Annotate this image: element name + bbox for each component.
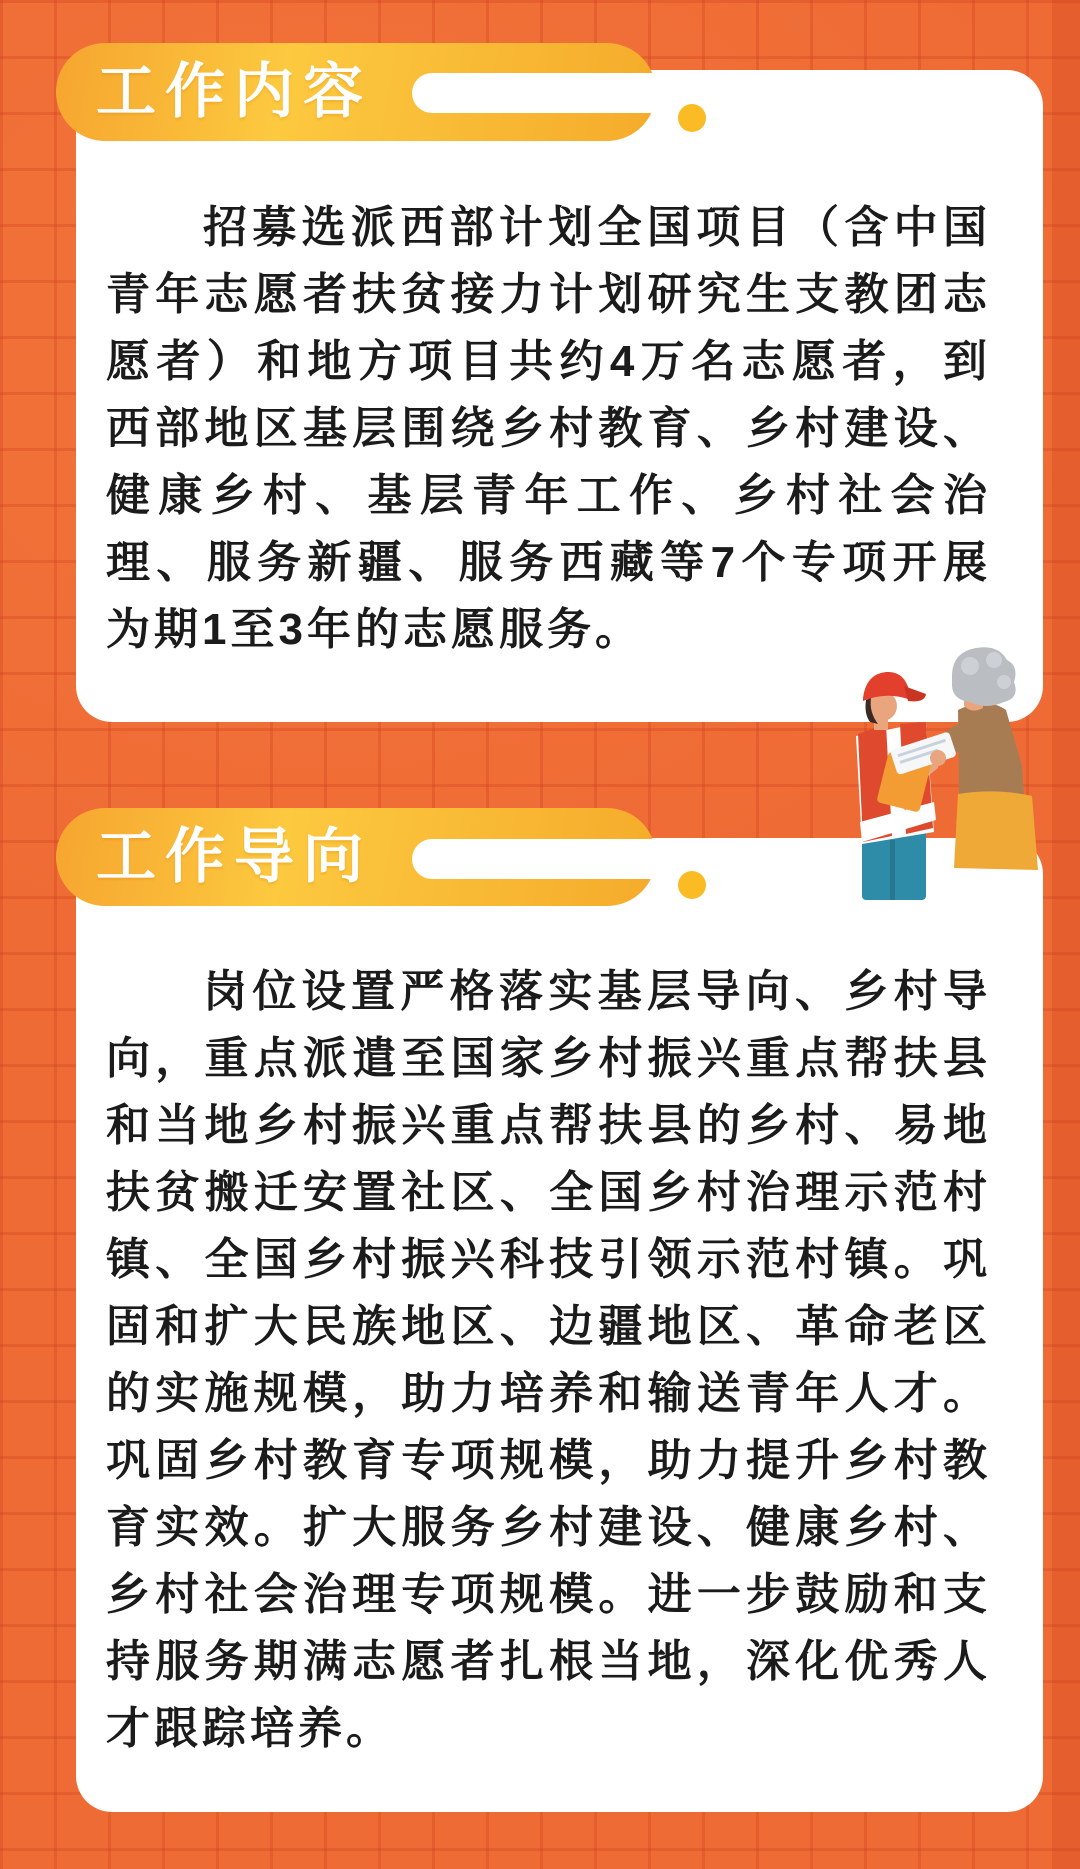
elderly-hair-highlight [986,652,1002,668]
header-underline-bar [412,73,680,113]
content-card-work-content [76,70,1043,722]
elderly-hair-highlight [961,657,979,675]
volunteer-elderly-illustration [836,644,1048,902]
header-accent-dot [678,104,706,132]
section-header-title: 工作导向 [96,823,372,890]
elderly-hand [930,750,946,766]
header-underline-bar [412,839,680,879]
volunteer-cap-brim [904,686,926,701]
elderly-hair-highlight [997,675,1011,689]
header-accent-dot [678,871,706,899]
section-header-title: 工作内容 [96,58,372,125]
volunteer-jeans-seam [890,840,895,900]
section-body-text: 岗位设置严格落实基层导向、乡村导向，重点派遣至国家乡村振兴重点帮扶县和当地乡村振兴重点帮扶县的乡村、易地扶贫搬迁安置社区、全国乡村治理示范村镇、全国乡村振兴科技引领示范村镇。巩固和扩大民族地区、边疆地区、革命老区的实施规模，助力培养和输送青年人才。巩固乡村教育专项规模，助力提升乡村教育实效。扩大服务乡村建设、健康乡村、乡村社会治理专项规模。进一步鼓励和支持服务期满志愿者扎根当地，深化优秀人才跟踪培养。 [106,967,991,1753]
section-body-text: 招募选派西部计划全国项目（含中国青年志愿者扶贫接力计划研究生支教团志愿者）和地方项目共约4万名志愿者，到西部地区基层围绕乡村教育、乡村建设、健康乡村、基层青年工作、乡村社会治理、服务新疆、服务西藏等7个专项开展为期1至3年的志愿服务。 [106,203,991,654]
elderly-skirt [954,791,1038,870]
content-card-work-orientation [76,838,1043,1812]
